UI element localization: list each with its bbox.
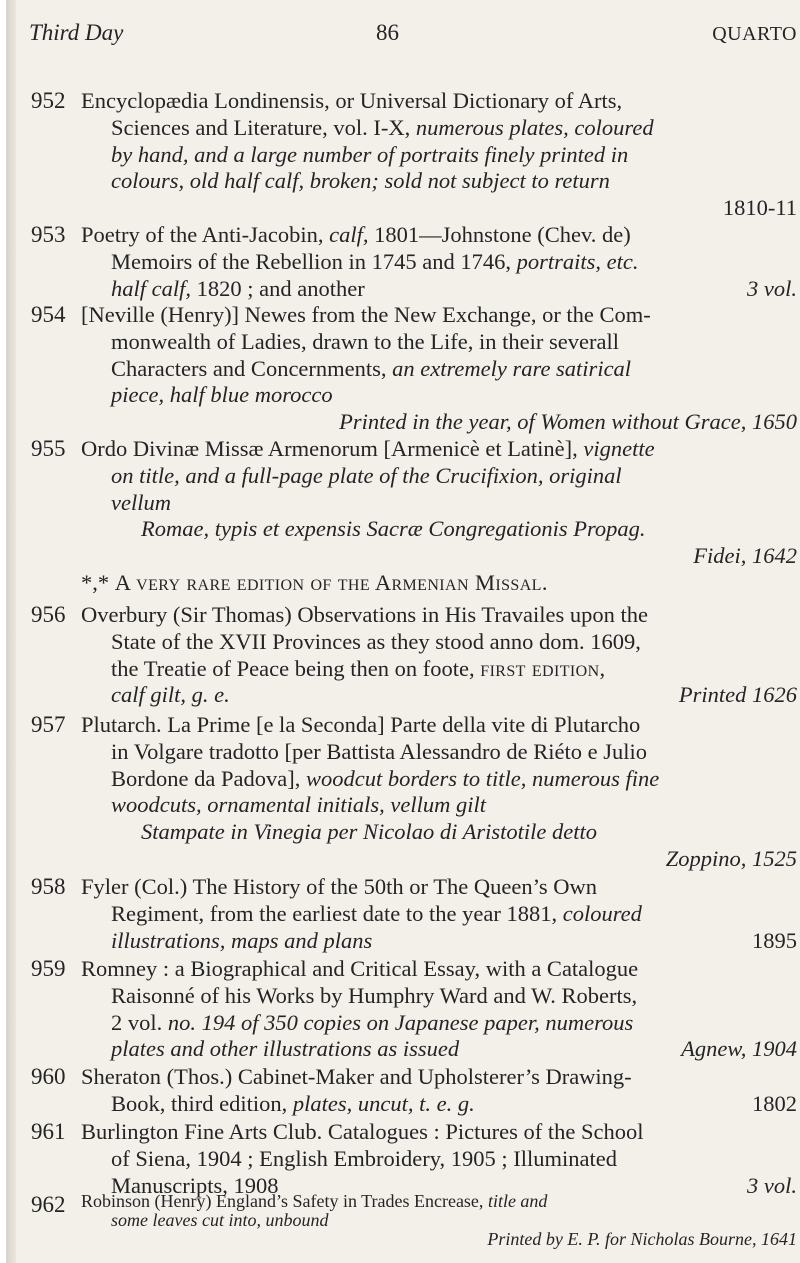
lot-number: 962 <box>31 1192 66 1217</box>
text: colours, old half calf, broken; <box>111 168 385 194</box>
text: 3 vol. <box>747 275 797 301</box>
text: Robinson (Henry) England’s Safety in Trades Encrease, <box>81 1191 488 1211</box>
lot-number: 959 <box>31 956 66 981</box>
text: vignette <box>583 436 655 461</box>
line: Overbury (Sir Thomas) Observations in His Travailes upon the <box>81 602 649 627</box>
line: Stampate in Vinegia per Nicolao di Aristotile detto <box>141 819 597 845</box>
lot-description <box>81 1064 797 1118</box>
text: A very rare edition of the Armenian Missal. <box>114 569 548 595</box>
lot-number: 954 <box>31 302 66 327</box>
text: Characters and Concernments, <box>111 355 393 381</box>
line: on title, and a full-page plate of the Crucifixion, original <box>111 462 622 488</box>
lot-description <box>81 874 797 954</box>
line <box>81 1192 797 1211</box>
line: Romae, typis et expensis Sacræ Congregationis Propag. <box>141 516 646 542</box>
line <box>81 928 797 955</box>
text: 1820 ; and another <box>191 275 365 301</box>
lot-description <box>81 1192 797 1249</box>
lot-description <box>81 302 797 436</box>
line <box>81 276 797 303</box>
lot-number: 958 <box>31 874 66 899</box>
page-edge <box>6 0 16 1263</box>
text: Book, third edition, <box>111 1090 293 1116</box>
lot-number: 960 <box>31 1064 66 1089</box>
text: an extremely rare satirical <box>392 355 632 381</box>
line: of Siena, 1904 ; English Embroidery, 1905 ; Illuminated <box>111 1145 617 1171</box>
text: *,* <box>81 569 115 595</box>
text: illustrations, maps and plans <box>111 927 373 953</box>
text: Sciences and Literature, vol. I-X, <box>111 114 416 140</box>
text: plates and other illustrations as issued <box>111 1036 460 1062</box>
line <box>81 168 797 195</box>
line: Raisonné of his Works by Humphry Ward and W. Roberts, <box>111 982 638 1008</box>
text: the Treatie of Peace being then on foote, <box>111 655 481 681</box>
line: Encyclopædia Londinensis, or Universal Dictionary of Arts, <box>81 88 623 113</box>
line <box>81 249 797 276</box>
text: Memoirs of the Rebellion in 1745 and 1746, <box>111 248 517 274</box>
text: Poetry of the Anti-Jacobin, <box>81 222 330 247</box>
lot-description <box>81 956 797 1063</box>
line <box>81 1091 797 1118</box>
line: some leaves cut into, unbound <box>111 1210 329 1230</box>
line <box>81 1036 797 1063</box>
lot-number: 956 <box>31 602 66 627</box>
header-format: QUARTO <box>712 23 797 45</box>
lot-number: 961 <box>31 1119 66 1144</box>
lot-description <box>81 712 797 873</box>
line <box>81 766 797 793</box>
text: Ordo Divinæ Missæ Armenorum [Armenicè et Latinè], <box>81 436 584 461</box>
text: 2 vol. <box>111 1009 168 1035</box>
text: numerous plates, coloured <box>415 114 654 140</box>
line <box>81 656 797 683</box>
line: Sheraton (Thos.) Cabinet-Maker and Upholsterer’s Drawing- <box>81 1064 632 1089</box>
page-number: 86 <box>376 20 399 45</box>
line: Printed by E. P. for Nicholas Bourne, 1641 <box>487 1229 797 1249</box>
text: woodcut borders to title, numerous fine <box>305 765 660 791</box>
text: title and <box>487 1191 548 1211</box>
line <box>81 356 797 383</box>
line: Zoppino, 1525 <box>665 845 797 871</box>
text: sold not subject to return <box>384 168 610 194</box>
text: 1801—Johnstone (Chev. de) <box>368 222 631 247</box>
line: monwealth of Ladies, drawn to the Life, in their severall <box>111 328 619 354</box>
line: Burlington Fine Arts Club. Catalogues : Pictures of the School <box>81 1119 644 1144</box>
line: State of the XVII Provinces as they stood anno dom. 1609, <box>111 628 641 654</box>
line: Romney : a Biographical and Critical Essay, with a Catalogue <box>81 956 639 981</box>
lot-number: 957 <box>31 712 66 737</box>
header-day: Third Day <box>29 20 124 45</box>
line: Plutarch. La Prime [e la Seconda] Parte della vite di Plutarcho <box>81 712 641 737</box>
line: 1810-11 <box>722 195 797 221</box>
text: Manuscripts, 1908 <box>111 1172 279 1198</box>
text: first edition, <box>480 655 606 681</box>
line: Printed in the year, of Women without Grace, 1650 <box>339 409 797 435</box>
catalogue-page <box>6 0 800 1263</box>
line <box>81 682 797 709</box>
line: in Volgare tradotto [per Battista Alessandro de Riéto e Julio <box>111 738 647 764</box>
lot-description <box>81 602 797 709</box>
line: Fidei, 1642 <box>693 543 797 569</box>
line: Fyler (Col.) The History of the 50th or The Queen’s Own <box>81 874 597 899</box>
running-header <box>29 20 797 54</box>
lot-description <box>81 1119 797 1199</box>
text: portraits, etc. <box>516 248 639 274</box>
text: calf gilt, g. e. <box>111 682 230 708</box>
text: Bordone da Padova], <box>111 765 306 791</box>
line: vellum <box>111 489 171 515</box>
lot-number: 952 <box>31 88 66 113</box>
lot-description <box>81 88 797 222</box>
text: 3 vol. <box>747 1172 797 1198</box>
line <box>81 115 797 142</box>
line <box>81 1010 797 1037</box>
lot-number: 955 <box>31 436 66 461</box>
line: piece, half blue morocco <box>111 382 333 408</box>
line <box>81 570 797 597</box>
line: [Neville (Henry)] Newes from the New Exchange, or the Com- <box>81 302 651 327</box>
text: Agnew, 1904 <box>681 1036 797 1062</box>
text: plates, uncut, t. e. g. <box>292 1090 475 1116</box>
line <box>81 222 797 249</box>
text: half calf, <box>111 275 191 301</box>
lot-description <box>81 436 797 597</box>
text: Regiment, from the earliest date to the year 1881, <box>111 900 563 926</box>
line <box>81 901 797 928</box>
line: by hand, and a large number of portraits finely printed in <box>111 141 629 167</box>
text: coloured <box>562 900 642 926</box>
text: 1895 <box>752 927 797 953</box>
lot-description <box>81 222 797 302</box>
text: no. 194 of 350 copies on Japanese paper, numerous <box>167 1009 634 1035</box>
text: 1802 <box>752 1090 797 1116</box>
line <box>81 436 797 463</box>
lot-number: 953 <box>31 222 66 247</box>
line: woodcuts, ornamental initials, vellum gilt <box>111 792 486 818</box>
text: calf, <box>329 222 369 247</box>
text: Printed 1626 <box>678 682 797 708</box>
